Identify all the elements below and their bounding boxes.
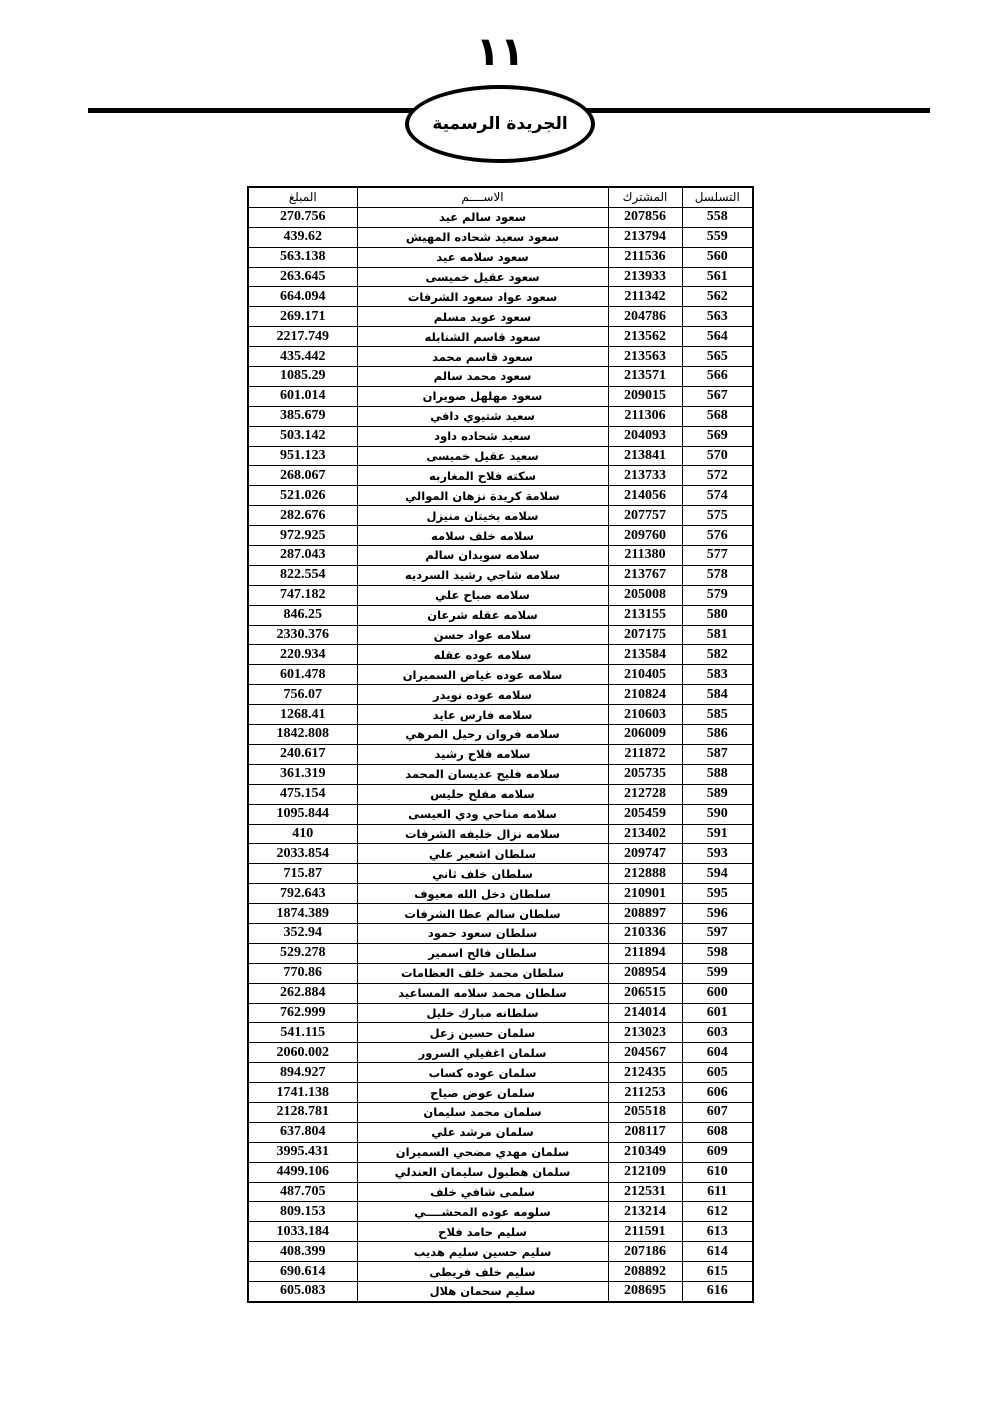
subscriber-cell: 208954 <box>608 963 682 983</box>
table-row <box>248 1162 753 1182</box>
serial-cell: 599 <box>682 963 753 983</box>
serial-cell: 580 <box>682 605 753 625</box>
subscriber-cell: 213841 <box>608 446 682 466</box>
serial-cell: 608 <box>682 1122 753 1142</box>
amount-cell: 756.07 <box>248 685 357 705</box>
serial-cell: 577 <box>682 546 753 566</box>
subscriber-cell: 208695 <box>608 1281 682 1301</box>
subscriber-cell: 213794 <box>608 227 682 247</box>
header-amount: المبلغ <box>248 187 357 207</box>
table-row <box>248 864 753 884</box>
table-row <box>248 466 753 486</box>
amount-cell: 951.123 <box>248 446 357 466</box>
serial-cell: 560 <box>682 247 753 267</box>
serial-cell: 566 <box>682 367 753 387</box>
name-cell: سلامه فارس عايد <box>357 705 608 725</box>
name-cell: سلمان حسين زعل <box>357 1023 608 1043</box>
serial-cell: 576 <box>682 526 753 546</box>
serial-cell: 575 <box>682 506 753 526</box>
table-row <box>248 983 753 1003</box>
amount-cell: 809.153 <box>248 1202 357 1222</box>
serial-cell: 574 <box>682 486 753 506</box>
serial-cell: 586 <box>682 725 753 745</box>
name-cell: سلطان سالم عطا الشرفات <box>357 904 608 924</box>
name-cell: سعود مهلهل صويران <box>357 386 608 406</box>
serial-cell: 588 <box>682 764 753 784</box>
amount-cell: 1842.808 <box>248 725 357 745</box>
serial-cell: 609 <box>682 1142 753 1162</box>
serial-cell: 596 <box>682 904 753 924</box>
serial-cell: 558 <box>682 207 753 227</box>
subscriber-cell: 211872 <box>608 744 682 764</box>
serial-cell: 605 <box>682 1063 753 1083</box>
table-row <box>248 386 753 406</box>
table-row <box>248 1122 753 1142</box>
table-row <box>248 764 753 784</box>
name-cell: سلامه عقله شرعان <box>357 605 608 625</box>
name-cell: سلطان اشعير علي <box>357 844 608 864</box>
serial-cell: 584 <box>682 685 753 705</box>
name-cell: سعود سعيد شحاده المهيش <box>357 227 608 247</box>
serial-cell: 564 <box>682 327 753 347</box>
serial-cell: 610 <box>682 1162 753 1182</box>
subscriber-cell: 211306 <box>608 406 682 426</box>
amount-cell: 690.614 <box>248 1262 357 1282</box>
name-cell: سلامه عوده غياض السميران <box>357 665 608 685</box>
name-cell: سعود محمد سالم <box>357 367 608 387</box>
table-row <box>248 526 753 546</box>
serial-cell: 597 <box>682 923 753 943</box>
amount-cell: 601.014 <box>248 386 357 406</box>
table-row <box>248 585 753 605</box>
table-row <box>248 963 753 983</box>
serial-cell: 591 <box>682 824 753 844</box>
serial-cell: 612 <box>682 1202 753 1222</box>
name-cell: سعود سلامه عيد <box>357 247 608 267</box>
table-row <box>248 884 753 904</box>
name-cell: سليم حسين سليم هديب <box>357 1242 608 1262</box>
serial-cell: 583 <box>682 665 753 685</box>
serial-cell: 570 <box>682 446 753 466</box>
table-row <box>248 804 753 824</box>
amount-cell: 715.87 <box>248 864 357 884</box>
table-row <box>248 546 753 566</box>
table-row <box>248 1003 753 1023</box>
name-cell: سكته فلاح المغاربه <box>357 466 608 486</box>
name-cell: سعيد عقيل خميسى <box>357 446 608 466</box>
subscriber-cell: 206515 <box>608 983 682 1003</box>
subscriber-cell: 211536 <box>608 247 682 267</box>
name-cell: سلطان سعود حمود <box>357 923 608 943</box>
name-cell: سعيد شتيوي دافي <box>357 406 608 426</box>
name-cell: سلمان عوض صياح <box>357 1083 608 1103</box>
subscriber-cell: 211894 <box>608 943 682 963</box>
amount-cell: 747.182 <box>248 585 357 605</box>
name-cell: سليم خلف فريطى <box>357 1262 608 1282</box>
header-subscriber: المشترك <box>608 187 682 207</box>
name-cell: سلمان عوده كساب <box>357 1063 608 1083</box>
name-cell: سلامه بخيتان منيزل <box>357 506 608 526</box>
subscriber-cell: 211253 <box>608 1083 682 1103</box>
serial-cell: 559 <box>682 227 753 247</box>
amount-cell: 408.399 <box>248 1242 357 1262</box>
name-cell: سلامة كريدة نزهان الموالي <box>357 486 608 506</box>
table-row <box>248 1063 753 1083</box>
subscriber-cell: 205518 <box>608 1102 682 1122</box>
table-row <box>248 1242 753 1262</box>
table-row <box>248 844 753 864</box>
amount-cell: 503.142 <box>248 426 357 446</box>
name-cell: سعود عواد سعود الشرفات <box>357 287 608 307</box>
amount-cell: 2128.781 <box>248 1102 357 1122</box>
serial-cell: 568 <box>682 406 753 426</box>
serial-cell: 603 <box>682 1023 753 1043</box>
name-cell: سلومه عوده المحشــــي <box>357 1202 608 1222</box>
name-cell: سلطان محمد خلف العظامات <box>357 963 608 983</box>
subscriber-cell: 213023 <box>608 1023 682 1043</box>
table-row <box>248 227 753 247</box>
serial-cell: 601 <box>682 1003 753 1023</box>
name-cell: سعود عقيل خميسى <box>357 267 608 287</box>
table-row <box>248 1262 753 1282</box>
amount-cell: 563.138 <box>248 247 357 267</box>
subscriber-cell: 204093 <box>608 426 682 446</box>
table-row <box>248 287 753 307</box>
amount-cell: 1874.389 <box>248 904 357 924</box>
amount-cell: 664.094 <box>248 287 357 307</box>
serial-cell: 614 <box>682 1242 753 1262</box>
table-row <box>248 725 753 745</box>
amount-cell: 1085.29 <box>248 367 357 387</box>
amount-cell: 270.756 <box>248 207 357 227</box>
amount-cell: 792.643 <box>248 884 357 904</box>
name-cell: سليم سحمان هلال <box>357 1281 608 1301</box>
subscriber-cell: 212531 <box>608 1182 682 1202</box>
name-cell: سلطان دخل الله معيوف <box>357 884 608 904</box>
serial-cell: 594 <box>682 864 753 884</box>
amount-cell: 352.94 <box>248 923 357 943</box>
name-cell: سليم حامد فلاح <box>357 1222 608 1242</box>
serial-cell: 579 <box>682 585 753 605</box>
subscriber-cell: 214014 <box>608 1003 682 1023</box>
amount-cell: 287.043 <box>248 546 357 566</box>
subscriber-cell: 210824 <box>608 685 682 705</box>
amount-cell: 2033.854 <box>248 844 357 864</box>
amount-cell: 822.554 <box>248 565 357 585</box>
table-row <box>248 1043 753 1063</box>
subscriber-cell: 213563 <box>608 347 682 367</box>
name-cell: سلامه شاجي رشيد السرديه <box>357 565 608 585</box>
subscriber-cell: 211342 <box>608 287 682 307</box>
subscriber-cell: 213571 <box>608 367 682 387</box>
subscriber-cell: 213214 <box>608 1202 682 1222</box>
table-header-row <box>248 187 753 207</box>
name-cell: سعود قاسم محمد <box>357 347 608 367</box>
serial-cell: 582 <box>682 645 753 665</box>
serial-cell: 587 <box>682 744 753 764</box>
subscriber-cell: 210901 <box>608 884 682 904</box>
name-cell: سعيد شحاده داود <box>357 426 608 446</box>
name-cell: سعود عويد مسلم <box>357 307 608 327</box>
table-row <box>248 943 753 963</box>
amount-cell: 268.067 <box>248 466 357 486</box>
amount-cell: 263.645 <box>248 267 357 287</box>
table-row <box>248 1142 753 1162</box>
name-cell: سلطان فالح اسمير <box>357 943 608 963</box>
subscriber-cell: 208897 <box>608 904 682 924</box>
serial-cell: 616 <box>682 1281 753 1301</box>
name-cell: سلامه نزال خليفه الشرفات <box>357 824 608 844</box>
amount-cell: 605.083 <box>248 1281 357 1301</box>
amount-cell: 1268.41 <box>248 705 357 725</box>
table-row <box>248 406 753 426</box>
table-row <box>248 904 753 924</box>
serial-cell: 593 <box>682 844 753 864</box>
name-cell: سعود سالم عيد <box>357 207 608 227</box>
serial-cell: 611 <box>682 1182 753 1202</box>
subscriber-cell: 206009 <box>608 725 682 745</box>
amount-cell: 541.115 <box>248 1023 357 1043</box>
page-number: ١١ <box>475 29 525 75</box>
serial-cell: 604 <box>682 1043 753 1063</box>
amount-cell: 521.026 <box>248 486 357 506</box>
serial-cell: 615 <box>682 1262 753 1282</box>
serial-cell: 613 <box>682 1222 753 1242</box>
serial-cell: 572 <box>682 466 753 486</box>
subscriber-cell: 204786 <box>608 307 682 327</box>
name-cell: سلامه مفلح حليس <box>357 784 608 804</box>
amount-cell: 601.478 <box>248 665 357 685</box>
subscriber-cell: 214056 <box>608 486 682 506</box>
subscriber-cell: 205008 <box>608 585 682 605</box>
serial-cell: 565 <box>682 347 753 367</box>
name-cell: سلامه فلاح رشيد <box>357 744 608 764</box>
subscriber-cell: 207856 <box>608 207 682 227</box>
serial-cell: 581 <box>682 625 753 645</box>
subscriber-cell: 213562 <box>608 327 682 347</box>
amount-cell: 361.319 <box>248 764 357 784</box>
amount-cell: 2217.749 <box>248 327 357 347</box>
table-row <box>248 923 753 943</box>
name-cell: سلمان اغفيلي السرور <box>357 1043 608 1063</box>
subscriber-cell: 213402 <box>608 824 682 844</box>
subscriber-cell: 205459 <box>608 804 682 824</box>
serial-cell: 600 <box>682 983 753 1003</box>
table-row <box>248 685 753 705</box>
table-row <box>248 426 753 446</box>
amount-cell: 770.86 <box>248 963 357 983</box>
subscriber-cell: 210336 <box>608 923 682 943</box>
table-row <box>248 486 753 506</box>
payments-table <box>247 186 754 1303</box>
subscriber-cell: 209760 <box>608 526 682 546</box>
name-cell: سلمان مرشد علي <box>357 1122 608 1142</box>
masthead-oval <box>405 85 595 163</box>
masthead-title: الجريدة الرسمية <box>432 114 568 134</box>
amount-cell: 240.617 <box>248 744 357 764</box>
amount-cell: 1033.184 <box>248 1222 357 1242</box>
table-row <box>248 784 753 804</box>
table-row <box>248 1023 753 1043</box>
table-row <box>248 705 753 725</box>
name-cell: سلمان مهدي مضحي السميران <box>357 1142 608 1162</box>
serial-cell: 598 <box>682 943 753 963</box>
table-row <box>248 824 753 844</box>
table-row <box>248 605 753 625</box>
serial-cell: 590 <box>682 804 753 824</box>
serial-cell: 569 <box>682 426 753 446</box>
amount-cell: 220.934 <box>248 645 357 665</box>
serial-cell: 589 <box>682 784 753 804</box>
amount-cell: 435.442 <box>248 347 357 367</box>
name-cell: سلامه صباح علي <box>357 585 608 605</box>
subscriber-cell: 213584 <box>608 645 682 665</box>
table-body <box>248 207 753 1301</box>
amount-cell: 2330.376 <box>248 625 357 645</box>
serial-cell: 607 <box>682 1102 753 1122</box>
subscriber-cell: 213155 <box>608 605 682 625</box>
name-cell: سلامه فليح عديسان المحمد <box>357 764 608 784</box>
table-row <box>248 207 753 227</box>
subscriber-cell: 210405 <box>608 665 682 685</box>
amount-cell: 4499.106 <box>248 1162 357 1182</box>
table-row <box>248 744 753 764</box>
table-row <box>248 307 753 327</box>
header-serial: التسلسل <box>682 187 753 207</box>
amount-cell: 410 <box>248 824 357 844</box>
subscriber-cell: 205735 <box>608 764 682 784</box>
serial-cell: 578 <box>682 565 753 585</box>
name-cell: سلمان محمد سليمان <box>357 1102 608 1122</box>
table-row <box>248 625 753 645</box>
table-row <box>248 1182 753 1202</box>
amount-cell: 972.925 <box>248 526 357 546</box>
name-cell: سلطان خلف ثاني <box>357 864 608 884</box>
table-row <box>248 446 753 466</box>
name-cell: سلامه فروان رحيل المرهي <box>357 725 608 745</box>
subscriber-cell: 209747 <box>608 844 682 864</box>
table-row <box>248 645 753 665</box>
amount-cell: 762.999 <box>248 1003 357 1023</box>
payments-table-wrapper <box>247 186 752 1303</box>
subscriber-cell: 212888 <box>608 864 682 884</box>
subscriber-cell: 213767 <box>608 565 682 585</box>
subscriber-cell: 210603 <box>608 705 682 725</box>
table-row <box>248 247 753 267</box>
subscriber-cell: 208892 <box>608 1262 682 1282</box>
amount-cell: 262.884 <box>248 983 357 1003</box>
subscriber-cell: 207757 <box>608 506 682 526</box>
amount-cell: 487.705 <box>248 1182 357 1202</box>
serial-cell: 606 <box>682 1083 753 1103</box>
name-cell: سلامه سويدان سالم <box>357 546 608 566</box>
amount-cell: 894.927 <box>248 1063 357 1083</box>
name-cell: سلامه عوده عقله <box>357 645 608 665</box>
table-row <box>248 565 753 585</box>
subscriber-cell: 212109 <box>608 1162 682 1182</box>
serial-cell: 567 <box>682 386 753 406</box>
amount-cell: 1741.138 <box>248 1083 357 1103</box>
subscriber-cell: 210349 <box>608 1142 682 1162</box>
serial-cell: 595 <box>682 884 753 904</box>
amount-cell: 282.676 <box>248 506 357 526</box>
subscriber-cell: 211380 <box>608 546 682 566</box>
amount-cell: 637.804 <box>248 1122 357 1142</box>
amount-cell: 529.278 <box>248 943 357 963</box>
serial-cell: 561 <box>682 267 753 287</box>
amount-cell: 846.25 <box>248 605 357 625</box>
subscriber-cell: 212435 <box>608 1063 682 1083</box>
serial-cell: 563 <box>682 307 753 327</box>
name-cell: سلطان محمد سلامه المساعيد <box>357 983 608 1003</box>
name-cell: سلامه عوده نويدر <box>357 685 608 705</box>
name-cell: سلمان هطبول سليمان العندلي <box>357 1162 608 1182</box>
amount-cell: 439.62 <box>248 227 357 247</box>
table-row <box>248 367 753 387</box>
subscriber-cell: 211591 <box>608 1222 682 1242</box>
table-row <box>248 267 753 287</box>
amount-cell: 3995.431 <box>248 1142 357 1162</box>
table-row <box>248 506 753 526</box>
serial-cell: 585 <box>682 705 753 725</box>
amount-cell: 1095.844 <box>248 804 357 824</box>
table-row <box>248 1222 753 1242</box>
name-cell: سعود قاسم الشنابله <box>357 327 608 347</box>
subscriber-cell: 204567 <box>608 1043 682 1063</box>
name-cell: سلامه خلف سلامه <box>357 526 608 546</box>
amount-cell: 385.679 <box>248 406 357 426</box>
name-cell: سلطانه مبارك خليل <box>357 1003 608 1023</box>
amount-cell: 475.154 <box>248 784 357 804</box>
amount-cell: 2060.002 <box>248 1043 357 1063</box>
subscriber-cell: 207175 <box>608 625 682 645</box>
name-cell: سلامه عواد حسن <box>357 625 608 645</box>
header-name: الاســــم <box>357 187 608 207</box>
table-row <box>248 665 753 685</box>
table-row <box>248 1083 753 1103</box>
subscriber-cell: 207186 <box>608 1242 682 1262</box>
subscriber-cell: 209015 <box>608 386 682 406</box>
subscriber-cell: 212728 <box>608 784 682 804</box>
table-row <box>248 1202 753 1222</box>
subscriber-cell: 213733 <box>608 466 682 486</box>
serial-cell: 562 <box>682 287 753 307</box>
table-row <box>248 327 753 347</box>
subscriber-cell: 213933 <box>608 267 682 287</box>
table-row <box>248 1102 753 1122</box>
subscriber-cell: 208117 <box>608 1122 682 1142</box>
table-row <box>248 1281 753 1301</box>
amount-cell: 269.171 <box>248 307 357 327</box>
name-cell: سلمى شافي خلف <box>357 1182 608 1202</box>
table-row <box>248 347 753 367</box>
name-cell: سلامه مناحي ودي العيسى <box>357 804 608 824</box>
